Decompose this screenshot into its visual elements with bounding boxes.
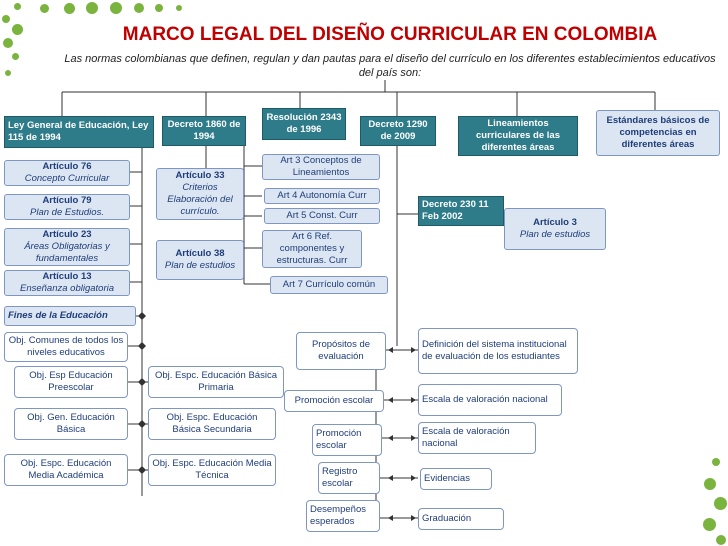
- resolucion-label: Resolución 2343 de 1996: [266, 112, 342, 135]
- ley-item: [4, 194, 130, 220]
- objetivo-box: [148, 454, 276, 486]
- estandares-label: Estándares básicos de competencias en diferentes áreas: [606, 115, 710, 150]
- page-subtitle: Las normas colombianas que definen, regulan y dan pautas para el diseño del currículo en los diferentes establecimientos educativos del país son:: [64, 53, 716, 79]
- resolucion-box: [262, 108, 346, 140]
- ley-item-title: Artículo 79: [42, 195, 92, 206]
- decreto-item-sub: Criterios Elaboración del currículo.: [167, 182, 233, 217]
- resolucion-item: [262, 154, 380, 180]
- page-title: MARCO LEGAL DEL DISEÑO CURRICULAR EN COLOMBIA: [122, 24, 658, 45]
- resolucion-item-label: Art 6 Ref. componentes y estructuras. Curr: [276, 231, 348, 266]
- objetivo-box: [14, 366, 128, 398]
- evaluacion-right-label: Escala de valoración nacional: [422, 394, 548, 405]
- objetivo-label: Obj. Espc. Educación Básica Secundaria: [166, 412, 258, 435]
- ley-item-sub: Plan de Estudios.: [30, 207, 104, 218]
- ley-item-title: Artículo 76: [42, 161, 92, 172]
- fines-label: Fines de la Educación: [8, 310, 108, 321]
- evaluacion-left-label: Registro escolar: [322, 466, 358, 489]
- resolucion-item: [264, 188, 380, 204]
- ley-item-title: Artículo 23: [42, 229, 92, 240]
- evaluacion-right-label: Evidencias: [424, 473, 470, 484]
- evaluacion-right-label: Escala de valoración nacional: [422, 426, 510, 449]
- resolucion-item-label: Art 3 Conceptos de Lineamientos: [280, 155, 362, 178]
- ley-general-box: [4, 116, 154, 148]
- resolucion-item: [262, 230, 362, 268]
- articulo-3-box: [504, 208, 606, 250]
- evaluacion-left-box: [312, 424, 382, 456]
- decreto-item-title: Artículo 33: [175, 170, 225, 181]
- evaluacion-left-box: [306, 500, 380, 532]
- objetivo-box: [4, 454, 128, 486]
- ley-general-label: Ley General de Educación, Ley 115 de 1994: [8, 120, 149, 143]
- objetivo-label: Obj. Comunes de todos los niveles educativos: [8, 335, 124, 358]
- decreto-item: [156, 168, 244, 220]
- evaluacion-right-label: Definición del sistema institucional de evaluación de los estudiantes: [422, 339, 567, 362]
- decreto-item-sub: Plan de estudios: [164, 260, 236, 271]
- lineamientos-label: Lineamientos curriculares de las diferentes áreas: [476, 118, 560, 153]
- estandares-box: [596, 110, 720, 156]
- resolucion-item: [264, 208, 380, 224]
- evaluacion-left-box: [296, 332, 386, 370]
- ley-item-sub: Áreas Obligatorias y fundamentales: [24, 241, 110, 264]
- evaluacion-left-label: Propósitos de evaluación: [311, 339, 371, 362]
- evaluacion-right-label: Graduación: [422, 513, 472, 524]
- evaluacion-left-label: Promoción escolar: [294, 395, 374, 406]
- evaluacion-right-box: [418, 422, 536, 454]
- decreto-1860-label: Decreto 1860 de 1994: [167, 119, 241, 142]
- decreto-item-title: Artículo 38: [175, 248, 225, 259]
- objetivo-label: Obj. Espc. Educación Media Académica: [20, 458, 112, 481]
- evaluacion-right-box: [418, 328, 578, 374]
- evaluacion-right-box: [420, 468, 492, 490]
- decreto-230-label: Decreto 230 11 Feb 2002: [422, 199, 489, 222]
- fines-box: [4, 306, 136, 326]
- articulo-3-sub: Plan de estudios: [519, 229, 591, 240]
- resolucion-item-label: Art 5 Const. Curr: [286, 210, 358, 221]
- objetivo-box: [4, 332, 128, 362]
- decreto-1290-label: Decreto 1290 de 2009: [368, 119, 428, 142]
- resolucion-item-label: Art 7 Currículo común: [282, 279, 376, 290]
- evaluacion-right-box: [418, 384, 562, 416]
- objetivo-box: [148, 408, 276, 440]
- objetivo-label: Obj. Espc. Educación Media Técnica: [152, 458, 272, 481]
- articulo-3-title: Artículo 3: [533, 217, 577, 228]
- ley-item: [4, 270, 130, 296]
- objetivo-box: [148, 366, 284, 398]
- decreto-item: [156, 240, 244, 280]
- evaluacion-left-label: Desempeños esperados: [310, 504, 366, 527]
- resolucion-item-label: Art 4 Autonomía Curr: [277, 190, 367, 201]
- decreto-1860-box: [162, 116, 246, 146]
- evaluacion-left-box: [284, 390, 384, 412]
- objetivo-label: Obj. Gen. Educación Básica: [27, 412, 115, 435]
- decreto-230-box: [418, 196, 504, 226]
- evaluacion-left-label: Promoción escolar: [316, 428, 362, 451]
- ley-item: [4, 228, 130, 266]
- ley-item-title: Artículo 13: [42, 271, 92, 282]
- objetivo-label: Obj. Espc. Educación Básica Primaria: [155, 370, 277, 393]
- objetivo-box: [14, 408, 128, 440]
- resolucion-item: [270, 276, 388, 294]
- ley-item-sub: Enseñanza obligatoria: [19, 283, 114, 294]
- ley-item: [4, 160, 130, 186]
- evaluacion-left-box: [318, 462, 380, 494]
- ley-item-sub: Concepto Curricular: [24, 173, 110, 184]
- objetivo-label: Obj. Esp Educación Preescolar: [29, 370, 113, 393]
- evaluacion-right-box: [418, 508, 504, 530]
- lineamientos-box: [458, 116, 578, 156]
- decreto-1290-box: [360, 116, 436, 146]
